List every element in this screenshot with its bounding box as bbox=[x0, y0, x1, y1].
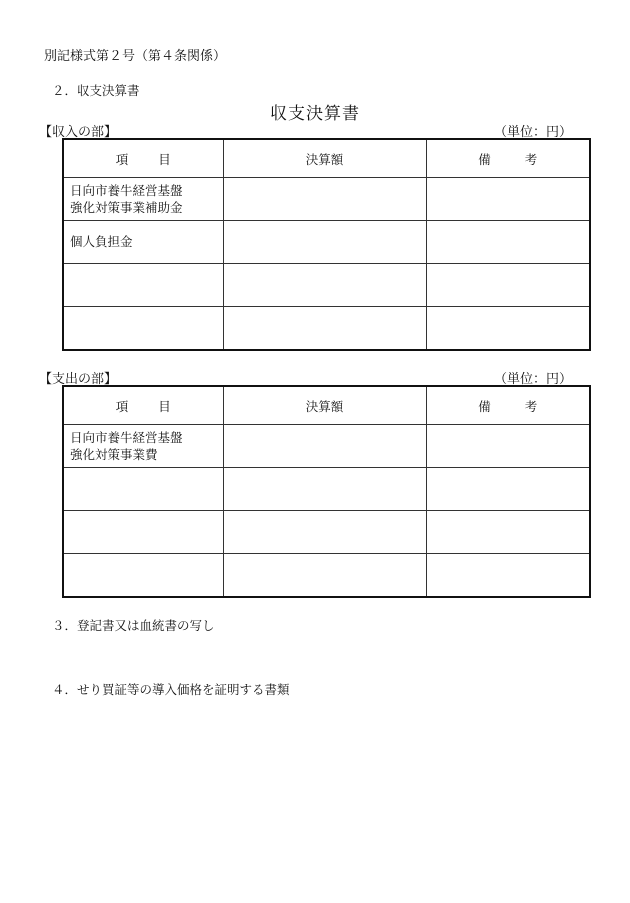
income-header-amount: 決算額 bbox=[223, 139, 426, 178]
income-row-note-cell[interactable] bbox=[426, 178, 590, 221]
expense-header-note: 備考 bbox=[426, 386, 590, 425]
expense-row bbox=[63, 425, 590, 468]
expense-row-item[interactable] bbox=[63, 425, 223, 468]
section3-heading: ３．登記書又は血統書の写し bbox=[52, 618, 215, 633]
income-header-row bbox=[63, 139, 590, 178]
income-row bbox=[63, 221, 590, 264]
income-row-amount-cell[interactable] bbox=[223, 264, 426, 307]
expense-header-amount: 決算額 bbox=[223, 386, 426, 425]
income-row-item-line1: 個人負担金 bbox=[70, 234, 133, 249]
expense-row-item-line1: 日向市養牛経営基盤 bbox=[70, 430, 183, 445]
expense-unit-label: （単位：円） bbox=[493, 372, 572, 387]
income-row-item[interactable] bbox=[63, 264, 223, 307]
form-reference: 別記様式第２号（第４条関係） bbox=[44, 49, 227, 64]
expense-row-item[interactable] bbox=[63, 554, 223, 598]
income-table bbox=[62, 138, 591, 351]
income-section-label: 【収入の部】 bbox=[39, 125, 118, 140]
expense-row-item[interactable] bbox=[63, 468, 223, 511]
income-header-note: 備考 bbox=[426, 139, 590, 178]
expense-row bbox=[63, 511, 590, 554]
document-title: 収支決算書 bbox=[270, 104, 360, 124]
income-row-item-line1: 日向市養牛経営基盤 bbox=[70, 183, 183, 198]
expense-row-item-line2: 強化対策事業費 bbox=[70, 447, 158, 462]
section4-heading: ４．せり買証等の導入価格を証明する書類 bbox=[52, 682, 290, 697]
income-row-item-line2: 強化対策事業補助金 bbox=[70, 200, 183, 215]
expense-header-row bbox=[63, 386, 590, 425]
expense-row bbox=[63, 554, 590, 598]
expense-table bbox=[62, 385, 591, 598]
income-row bbox=[63, 264, 590, 307]
expense-row-item[interactable] bbox=[63, 511, 223, 554]
income-row-amount-cell[interactable] bbox=[223, 307, 426, 351]
income-header-item: 項目 bbox=[63, 139, 223, 178]
expense-header-item: 項目 bbox=[63, 386, 223, 425]
section2-heading: ２．収支決算書 bbox=[52, 83, 140, 98]
expense-row-note-cell[interactable] bbox=[426, 425, 590, 468]
expense-section-label: 【支出の部】 bbox=[39, 372, 118, 387]
income-row-note-cell[interactable] bbox=[426, 307, 590, 351]
income-row-note-cell[interactable] bbox=[426, 264, 590, 307]
income-row-item[interactable] bbox=[63, 307, 223, 351]
income-row-amount-cell[interactable] bbox=[223, 178, 426, 221]
expense-row-amount-cell[interactable] bbox=[223, 511, 426, 554]
expense-row-amount-cell[interactable] bbox=[223, 554, 426, 598]
expense-row-amount-cell[interactable] bbox=[223, 425, 426, 468]
expense-row-note-cell[interactable] bbox=[426, 468, 590, 511]
income-row bbox=[63, 307, 590, 351]
income-row-amount-cell[interactable] bbox=[223, 221, 426, 264]
expense-row-note-cell[interactable] bbox=[426, 511, 590, 554]
income-row-item[interactable] bbox=[63, 221, 223, 264]
expense-row-amount-cell[interactable] bbox=[223, 468, 426, 511]
income-row-note-cell[interactable] bbox=[426, 221, 590, 264]
expense-row-note-cell[interactable] bbox=[426, 554, 590, 598]
income-unit-label: （単位：円） bbox=[493, 125, 572, 140]
income-row-item[interactable] bbox=[63, 178, 223, 221]
expense-row bbox=[63, 468, 590, 511]
income-row bbox=[63, 178, 590, 221]
